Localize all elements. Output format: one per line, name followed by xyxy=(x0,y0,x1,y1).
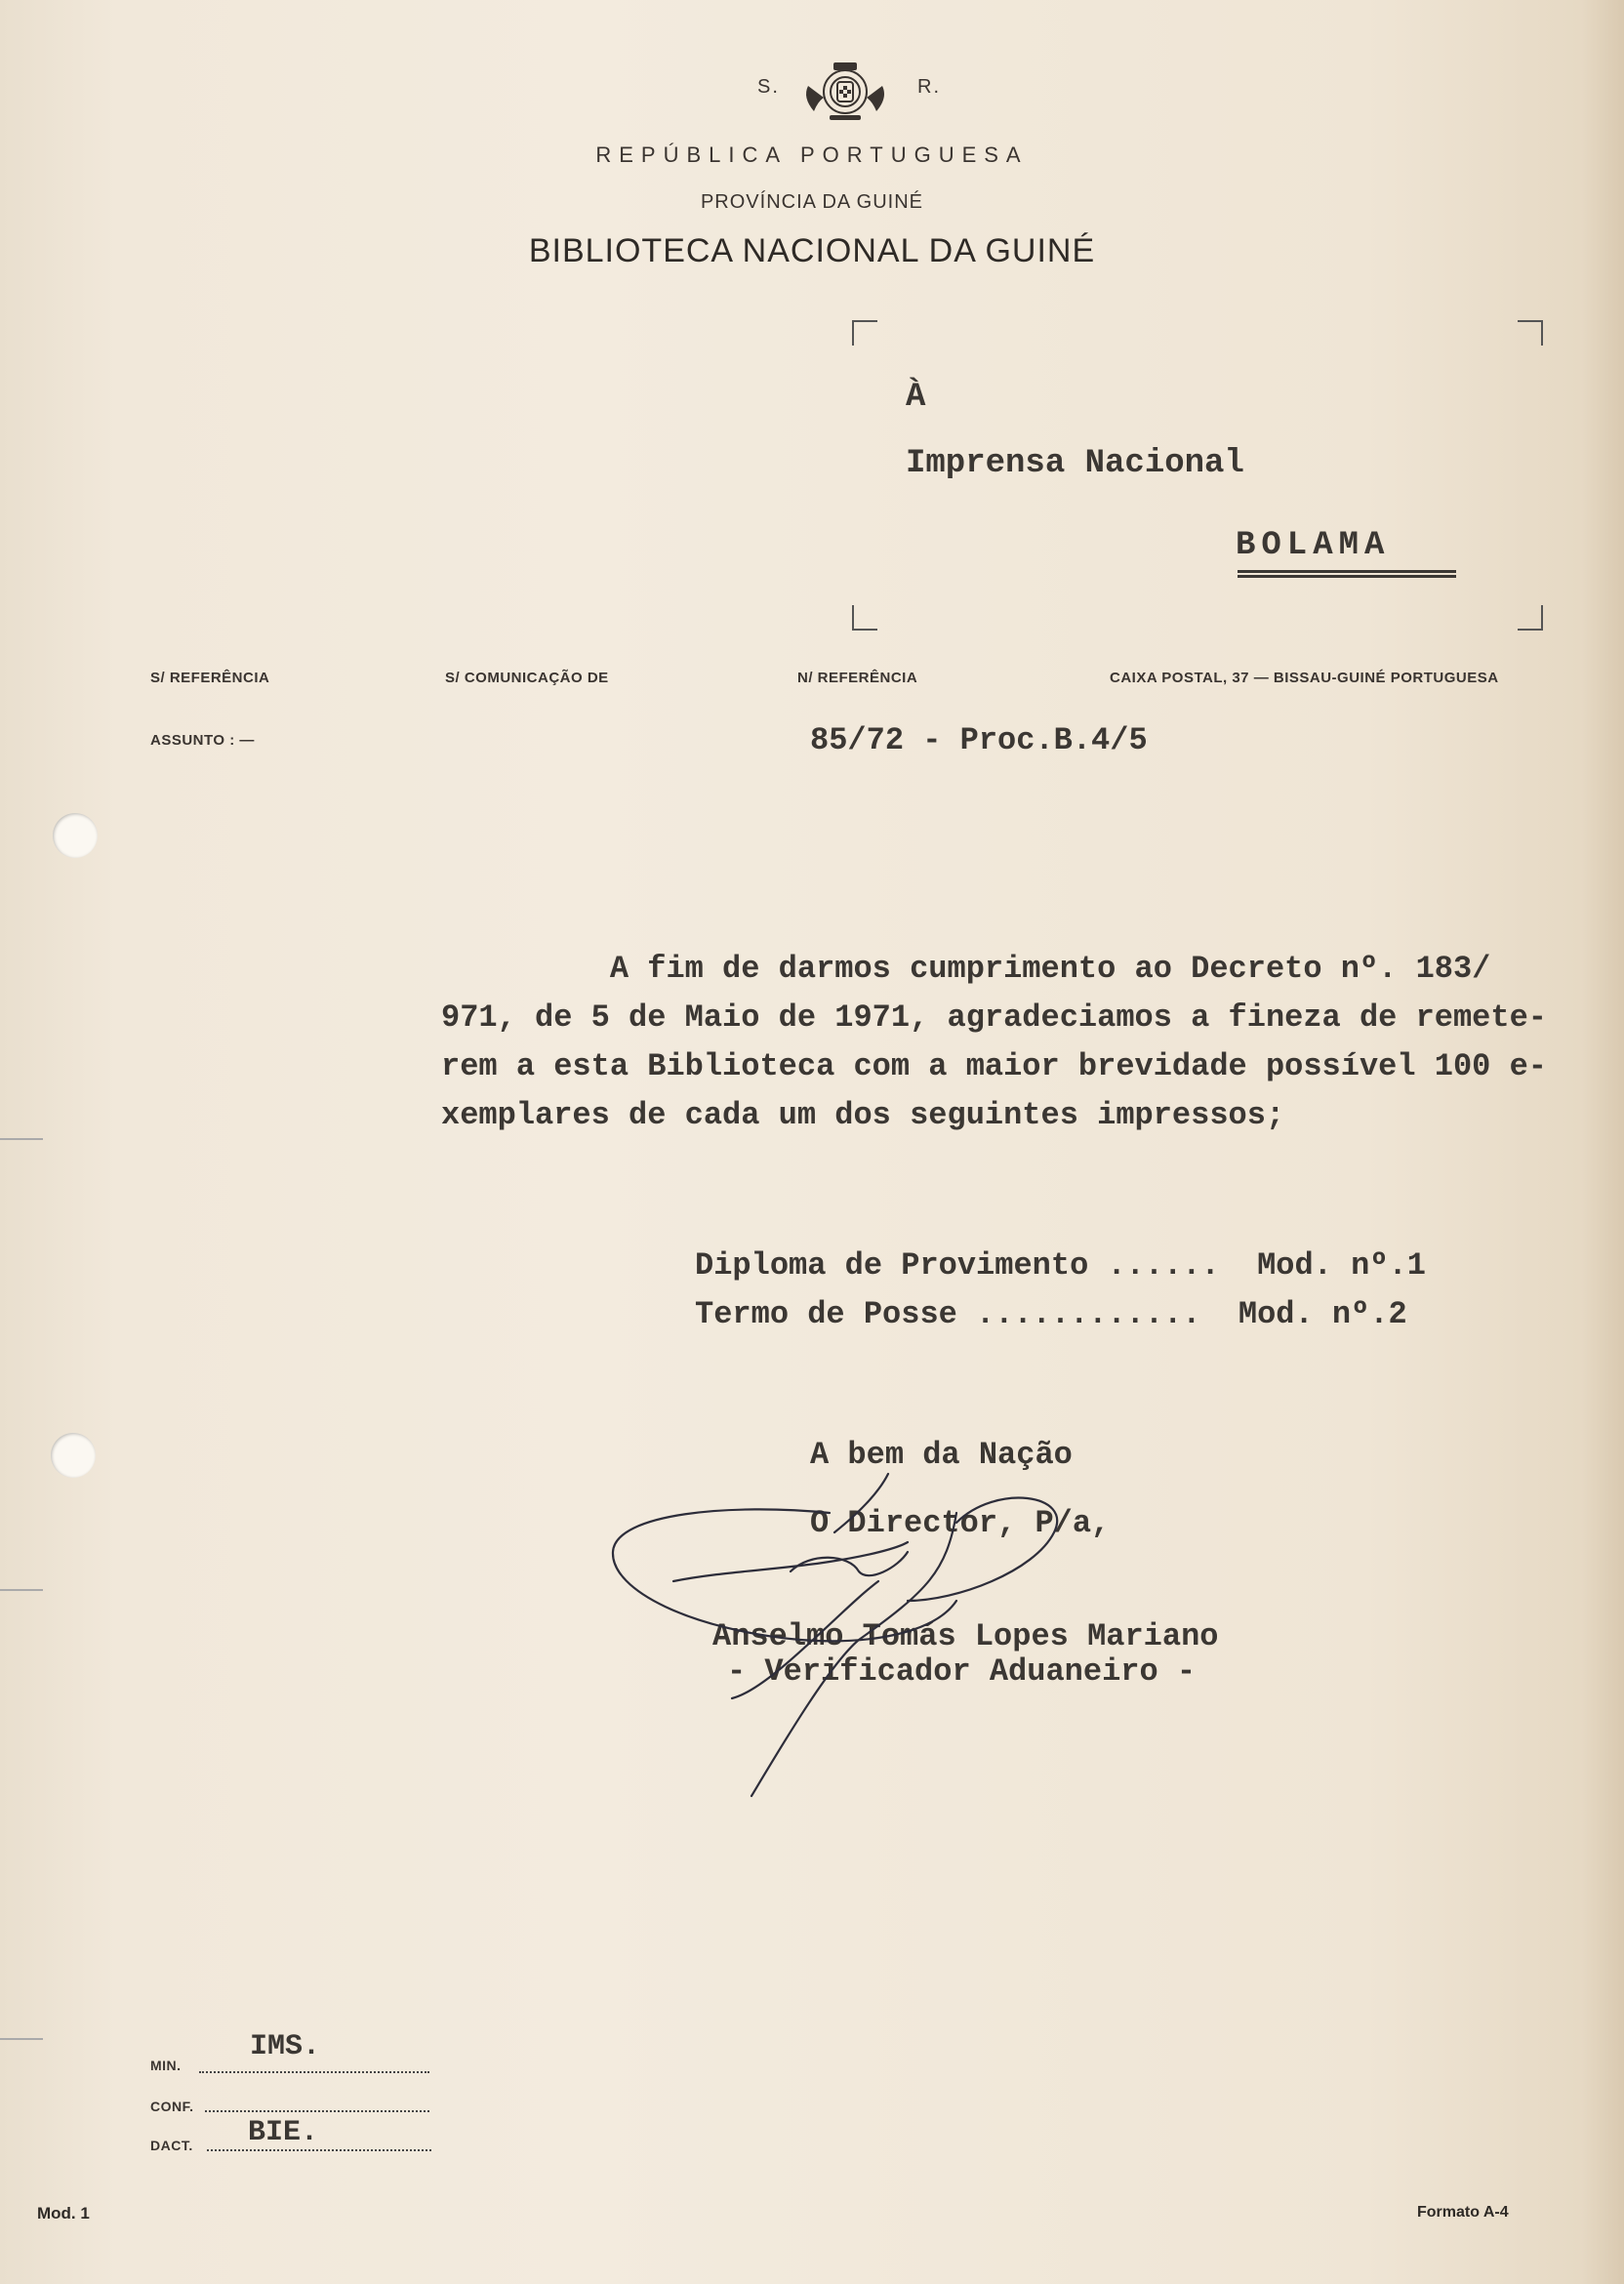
fold-mark xyxy=(0,2038,43,2040)
province-heading: PROVÍNCIA DA GUINÉ xyxy=(700,191,924,213)
address-bracket-top-right xyxy=(1518,320,1543,346)
dact-label: DACT. xyxy=(150,2138,193,2153)
paper-format: Formato A-4 xyxy=(1417,2204,1509,2221)
list-item: Diploma de Provimento ...... Mod. nº.1 xyxy=(695,1247,1426,1284)
min-dotted-line xyxy=(199,2069,429,2073)
coat-of-arms-icon xyxy=(800,59,890,123)
body-line: xemplares de cada um dos seguintes impressos; xyxy=(441,1097,1285,1133)
recipient-name: Imprensa Nacional xyxy=(906,445,1244,482)
body-line: 971, de 5 de Maio de 1971, agradeciamos a fineza de remete- xyxy=(441,999,1547,1036)
recipient-city-underline xyxy=(1238,570,1456,578)
conf-dotted-line xyxy=(205,2108,429,2112)
dact-value: BIE. xyxy=(248,2116,319,2149)
crest-right-mark: R. xyxy=(917,76,941,98)
signer-title: - Verificador Aduaneiro - xyxy=(727,1653,1197,1690)
fold-mark xyxy=(0,1589,43,1591)
closing-role: O Director, P/a, xyxy=(810,1505,1111,1541)
body-line: rem a esta Biblioteca com a maior brevidade possível 100 e- xyxy=(441,1048,1547,1084)
letterhead-crest-row xyxy=(0,59,1624,117)
address-bracket-bottom-left xyxy=(852,605,877,631)
body-line: A fim de darmos cumprimento ao Decreto nº. 183/ xyxy=(441,951,1491,987)
n-referencia-value: 85/72 - Proc.B.4/5 xyxy=(810,722,1148,758)
republic-heading: REPÚBLICA PORTUGUESA xyxy=(595,143,1029,167)
punch-hole xyxy=(51,1433,96,1478)
recipient-city: BOLAMA xyxy=(1236,527,1391,564)
dact-dotted-line xyxy=(207,2147,431,2151)
list-item: Termo de Posse ............ Mod. nº.2 xyxy=(695,1296,1407,1332)
crest-left-mark: S. xyxy=(757,76,780,98)
fold-mark xyxy=(0,1138,43,1140)
handwritten-signature xyxy=(586,1454,1191,1825)
closing-salutation: A bem da Nação xyxy=(810,1437,1073,1473)
institution-title: BIBLIOTECA NACIONAL DA GUINÉ xyxy=(528,232,1096,269)
conf-label: CONF. xyxy=(150,2099,194,2114)
s-comunicacao-label: S/ COMUNICAÇÃO DE xyxy=(445,670,609,686)
signer-name: Anselmo Tomás Lopes Mariano xyxy=(712,1618,1219,1654)
body-paragraph xyxy=(441,945,1593,1140)
assunto-label: ASSUNTO : — xyxy=(150,732,255,749)
address-bracket-top-left xyxy=(852,320,877,346)
address-bracket-bottom-right xyxy=(1518,605,1543,631)
min-value: IMS. xyxy=(250,2030,321,2063)
caixa-postal-label: CAIXA POSTAL, 37 — BISSAU-GUINÉ PORTUGUESA xyxy=(1110,670,1499,686)
recipient-prefix: À xyxy=(906,379,926,416)
item-list xyxy=(695,1242,1426,1339)
punch-hole xyxy=(53,813,98,858)
min-label: MIN. xyxy=(150,2058,182,2073)
s-referencia-label: S/ REFERÊNCIA xyxy=(150,670,270,686)
n-referencia-label: N/ REFERÊNCIA xyxy=(797,670,918,686)
form-code: Mod. 1 xyxy=(37,2204,90,2223)
